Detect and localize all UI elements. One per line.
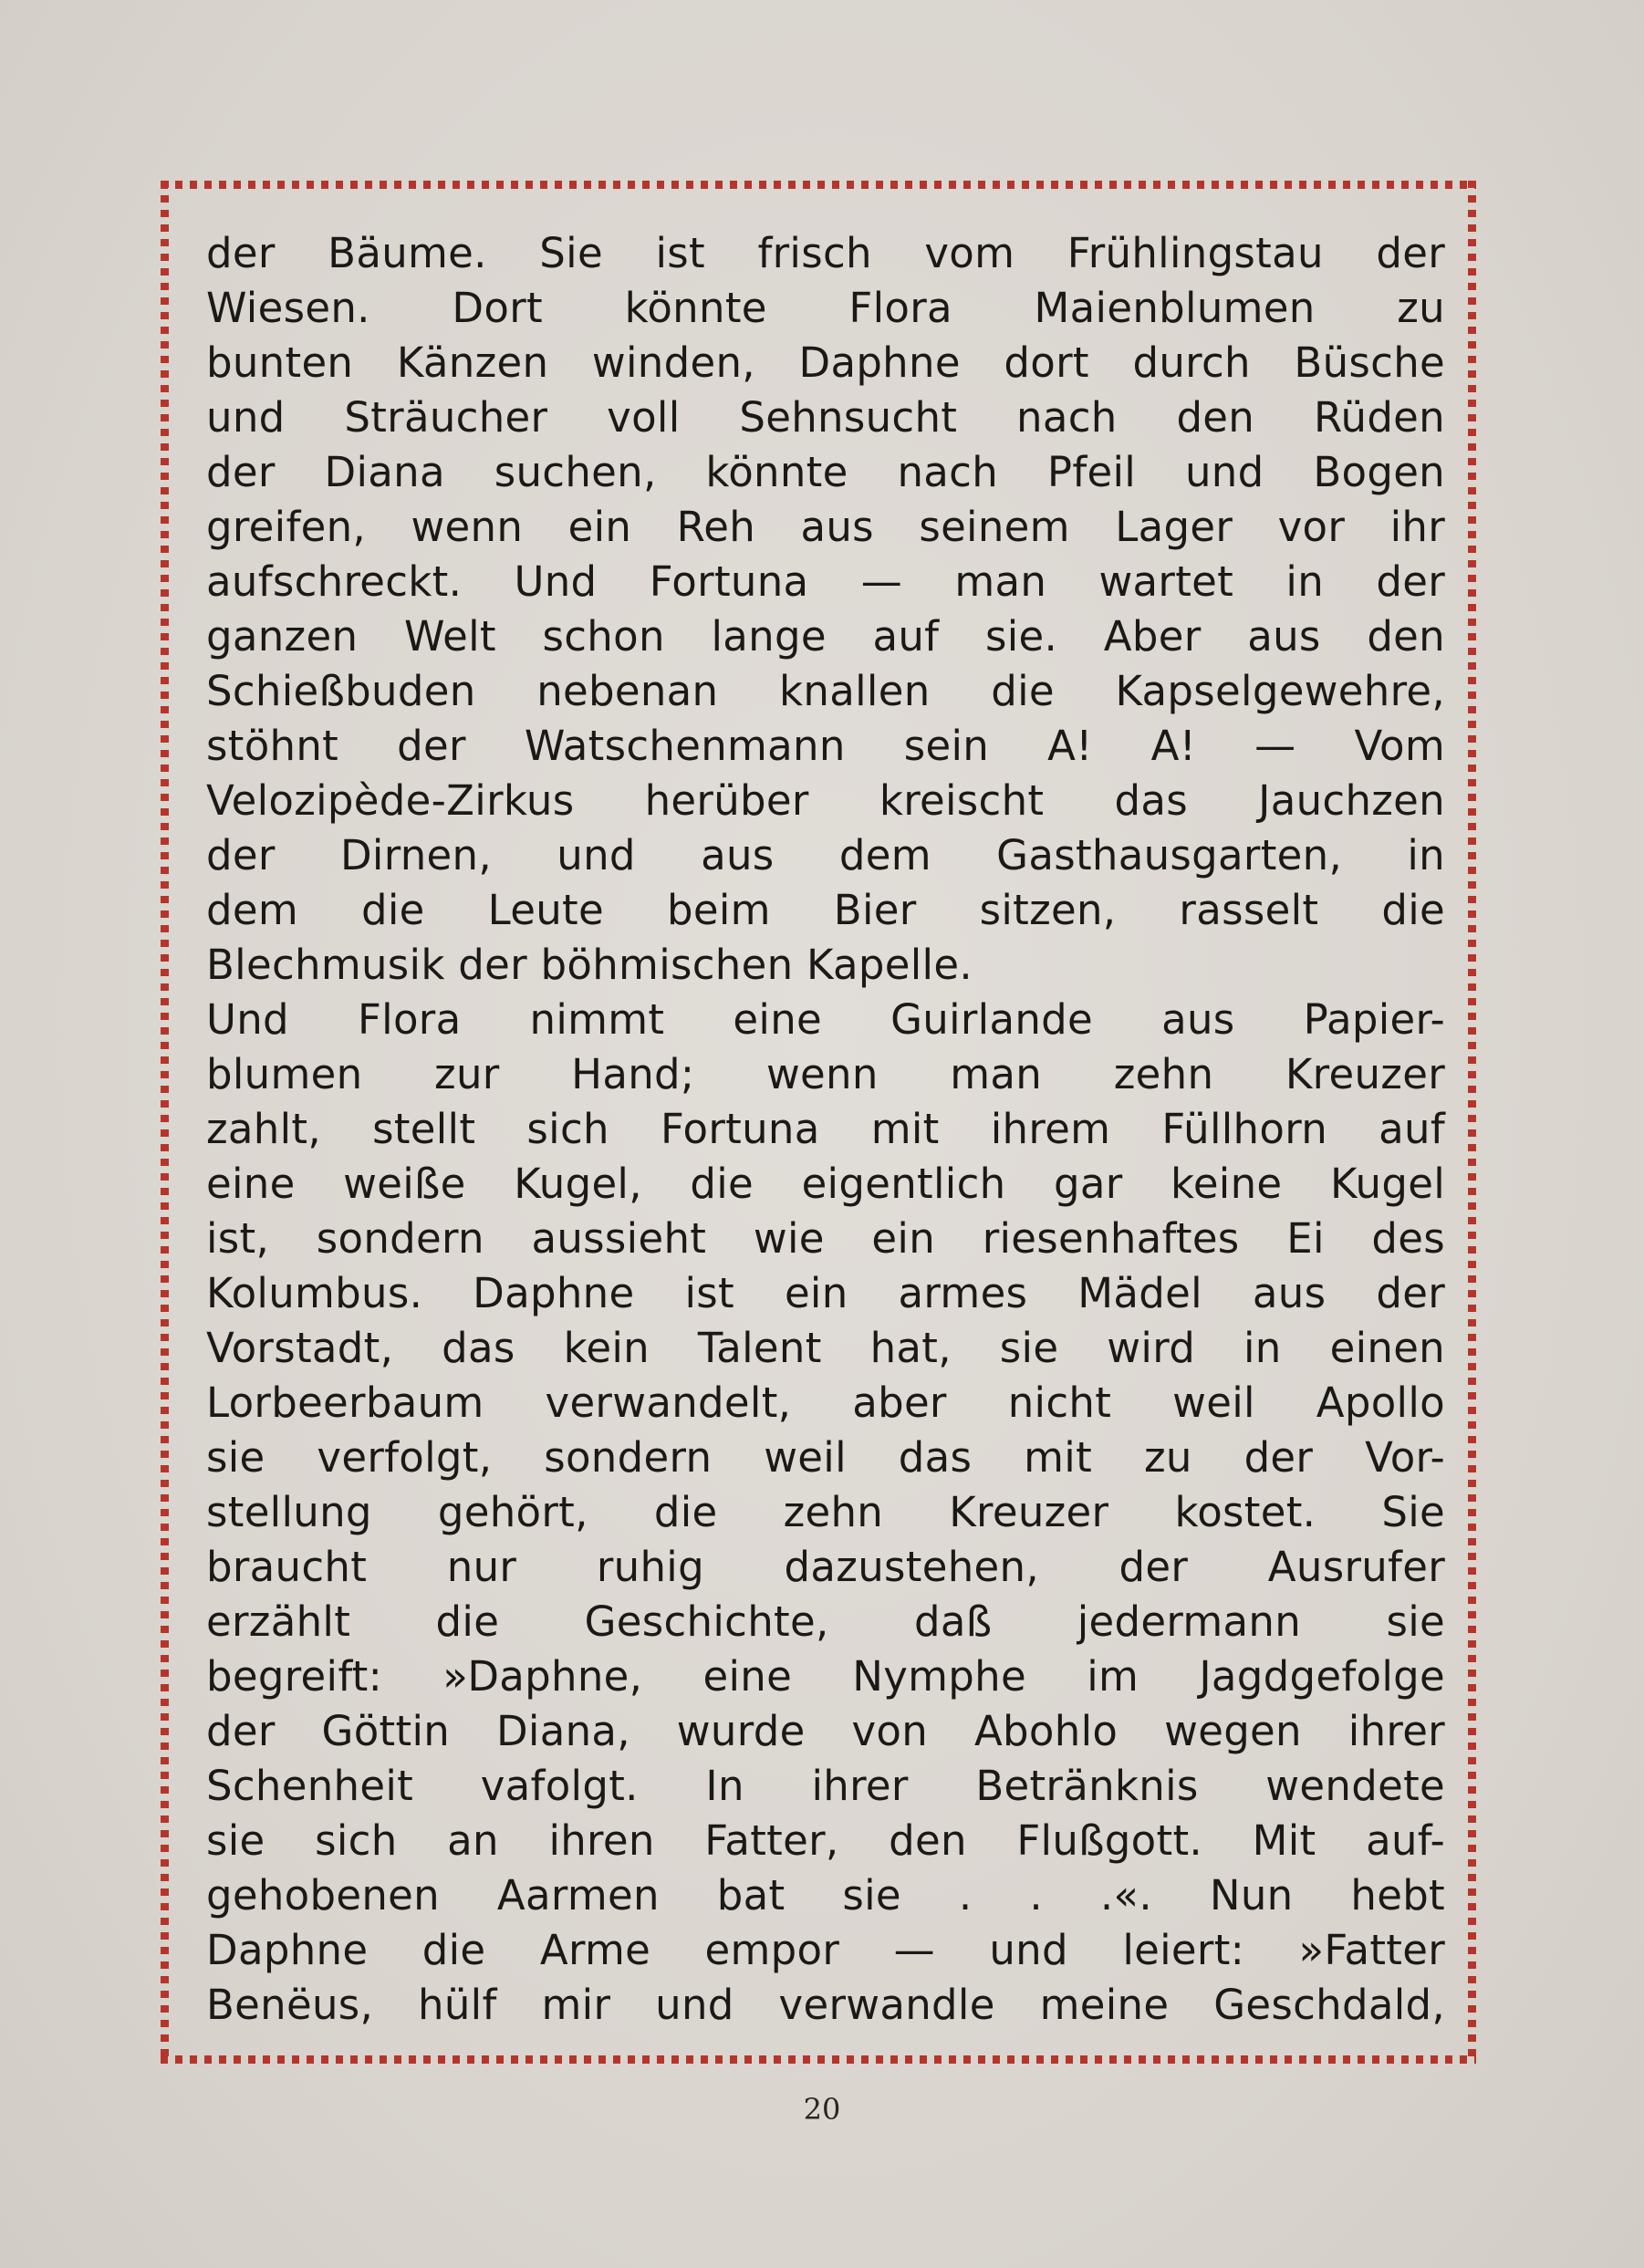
text-line: blumen zur Hand; wenn man zehn Kreuzer (206, 1050, 1445, 1098)
text-line: Daphne die Arme empor — und leiert: »Fatter (206, 1926, 1445, 1974)
text-line: erzählt die Geschichte, daß jedermann sie (206, 1597, 1445, 1646)
border-top (161, 181, 1476, 189)
decorative-dotted-border (161, 181, 1476, 2064)
page-number: 20 (803, 2092, 841, 2127)
text-line: Wiesen. Dort könnte Flora Maienblumen zu (206, 284, 1445, 332)
text-line: ganzen Welt schon lange auf sie. Aber aus den (206, 612, 1445, 661)
text-line: der Dirnen, und aus dem Gasthausgarten, in (206, 831, 1445, 879)
text-line: sie verfolgt, sondern weil das mit zu der Vor- (206, 1433, 1445, 1482)
text-line: Schießbuden nebenan knallen die Kapselgewehre, (206, 667, 1445, 715)
border-left (161, 181, 169, 2064)
text-line: Schenheit vafolgt. In ihrer Betränknis wendete (206, 1762, 1445, 1810)
text-line: aufschreckt. Und Fortuna — man wartet in der (206, 557, 1445, 606)
text-line: der Bäume. Sie ist frisch vom Frühlingstau der (206, 229, 1445, 277)
border-bottom (161, 2055, 1476, 2064)
text-line: greifen, wenn ein Reh aus seinem Lager vor ihr (206, 503, 1445, 551)
text-line: sie sich an ihren Fatter, den Flußgott. Mit auf- (206, 1816, 1445, 1865)
text-line: stöhnt der Watschenmann sein A! A! — Vom (206, 722, 1445, 770)
text-line: Velozipède-Zirkus herüber kreischt das Jauchzen (206, 776, 1445, 825)
text-line: zahlt, stellt sich Fortuna mit ihrem Füllhorn auf (206, 1105, 1445, 1153)
body-text (206, 226, 1445, 2033)
text-line: gehobenen Aarmen bat sie . . .«. Nun hebt (206, 1871, 1445, 1919)
text-line: braucht nur ruhig dazustehen, der Ausrufer (206, 1543, 1445, 1591)
text-line: Lorbeerbaum verwandelt, aber nicht weil Apollo (206, 1378, 1445, 1427)
text-line: der Diana suchen, könnte nach Pfeil und Bogen (206, 448, 1445, 496)
text-line: der Göttin Diana, wurde von Abohlo wegen ihrer (206, 1707, 1445, 1755)
text-line: und Sträucher voll Sehnsucht nach den Rüden (206, 393, 1445, 442)
text-line: eine weiße Kugel, die eigentlich gar keine Kugel (206, 1160, 1445, 1208)
text-line: Und Flora nimmt eine Guirlande aus Papier- (206, 995, 1445, 1044)
text-line: Kolumbus. Daphne ist ein armes Mädel aus der (206, 1269, 1445, 1317)
text-line: ist, sondern aussieht wie ein riesenhaftes Ei des (206, 1214, 1445, 1263)
text-line: stellung gehört, die zehn Kreuzer kostet. Sie (206, 1488, 1445, 1536)
text-line: begreift: »Daphne, eine Nymphe im Jagdgefolge (206, 1652, 1445, 1701)
text-line: bunten Känzen winden, Daphne dort durch Büsche (206, 338, 1445, 387)
text-line: Vorstadt, das kein Talent hat, sie wird in einen (206, 1324, 1445, 1372)
border-right (1468, 181, 1476, 2064)
text-line: dem die Leute beim Bier sitzen, rasselt die (206, 886, 1445, 934)
text-line: Blechmusik der böhmischen Kapelle. (206, 941, 973, 989)
text-line: Benëus, hülf mir und verwandle meine Geschdald, (206, 1981, 1445, 2029)
